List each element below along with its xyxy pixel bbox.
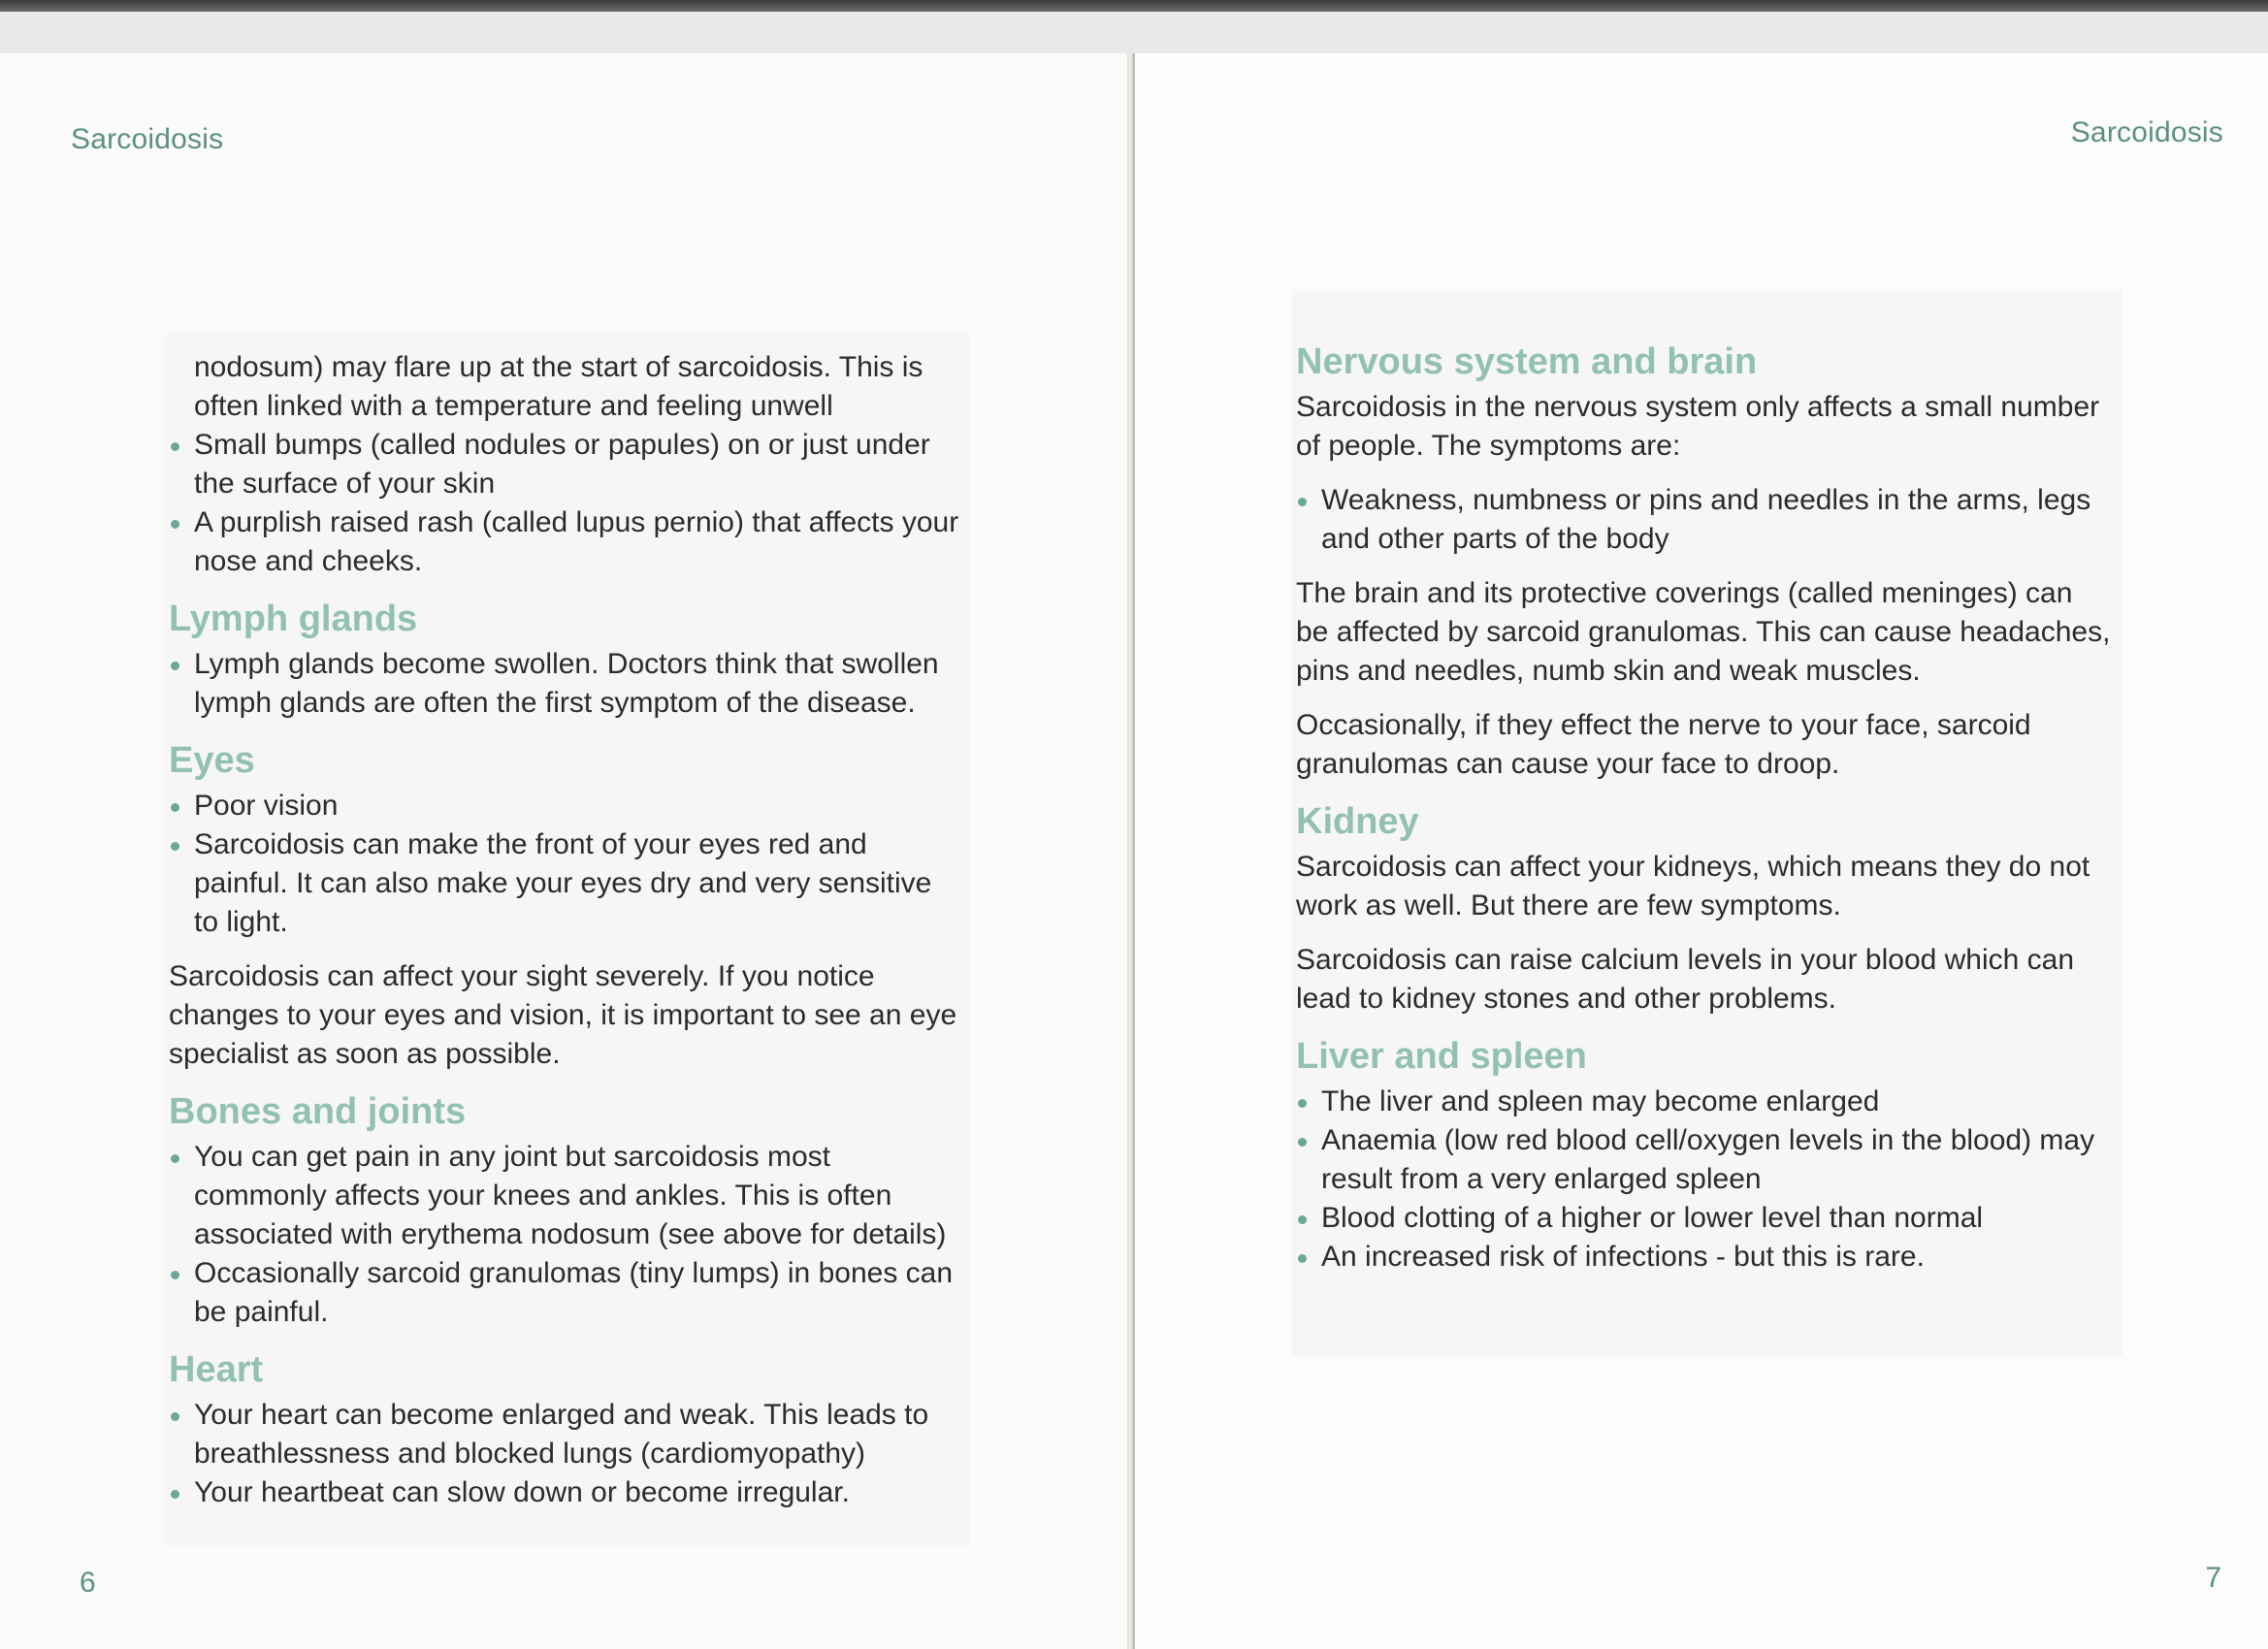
bones-and-joints-list [169, 1138, 960, 1332]
list-item: Occasionally sarcoid granulomas (tiny lumps) in bones can be painful. [169, 1254, 960, 1332]
left-page [0, 53, 1128, 1649]
list-item: Poor vision [169, 787, 960, 825]
list-item: You can get pain in any joint but sarcoidosis most commonly affects your knees and ankles. This is often associated with erythema nodosum (see above for details) [169, 1138, 960, 1254]
page-number: 6 [80, 1567, 96, 1599]
list-item: Sarcoidosis can make the front of your eyes red and painful. It can also make your eyes dry and very sensitive to light. [169, 825, 960, 942]
list-item: A purplish raised rash (called lupus pernio) that affects your nose and cheeks. [169, 503, 960, 581]
list-item: Your heartbeat can slow down or become irregular. [169, 1473, 960, 1512]
list-item: The liver and spleen may become enlarged [1296, 1083, 2113, 1121]
content-block [165, 333, 970, 1545]
nervous-intro: Sarcoidosis in the nervous system only affects a small number of people. The symptoms are: [1296, 391, 2100, 462]
nervous-list [1296, 481, 2113, 559]
liver-and-spleen-list [1296, 1083, 2113, 1277]
list-item: Lymph glands become swollen. Doctors think that swollen lymph glands are often the first symptom of the disease. [169, 645, 960, 723]
section-heading-lymph-glands: Lymph glands [169, 598, 418, 639]
nervous-paragraph: The brain and its protective coverings (called meninges) can be affected by sarcoid granulomas. This can cause headaches, pins and needles, numb skin and weak muscles. [1296, 577, 2111, 687]
section-heading-liver-and-spleen: Liver and spleen [1296, 1036, 1587, 1077]
heart-list [169, 1396, 960, 1512]
lymph-glands-list [169, 645, 960, 723]
list-item: Anaemia (low red blood cell/oxygen levels in the blood) may result from a very enlarged spleen [1296, 1121, 2113, 1199]
section-heading-eyes: Eyes [169, 740, 255, 781]
list-item: Blood clotting of a higher or lower level than normal [1296, 1199, 2113, 1238]
kidney-paragraph: Sarcoidosis can affect your kidneys, which means they do not work as well. But there are few symptoms. [1296, 851, 2090, 922]
section-heading-heart: Heart [169, 1349, 264, 1390]
intro-bullet-list [169, 426, 960, 581]
section-heading-nervous-system: Nervous system and brain [1296, 341, 1758, 382]
eyes-list [169, 787, 960, 942]
list-item: Weakness, numbness or pins and needles in the arms, legs and other parts of the body [1296, 481, 2113, 559]
list-item: Small bumps (called nodules or papules) on or just under the surface of your skin [169, 426, 960, 503]
right-page [1133, 53, 2268, 1649]
running-head: Sarcoidosis [2070, 116, 2223, 148]
list-item: Your heart can become enlarged and weak. This leads to breathlessness and blocked lungs (cardiomyopathy) [169, 1396, 960, 1473]
nervous-paragraph: Occasionally, if they effect the nerve to your face, sarcoid granulomas can cause your face to droop. [1296, 709, 2031, 780]
running-head: Sarcoidosis [71, 123, 224, 155]
kidney-paragraph: Sarcoidosis can raise calcium levels in your blood which can lead to kidney stones and other problems. [1296, 944, 2075, 1015]
section-heading-bones-and-joints: Bones and joints [169, 1091, 467, 1132]
content-block [1292, 289, 2122, 1356]
scan-edge [0, 0, 2268, 12]
section-heading-kidney: Kidney [1296, 801, 1419, 842]
list-item: An increased risk of infections - but this is rare. [1296, 1238, 2113, 1277]
eyes-paragraph: Sarcoidosis can affect your sight severely. If you notice changes to your eyes and vision, it is important to see an eye specialist as soon as possible. [169, 960, 957, 1070]
continuation-text: nodosum) may flare up at the start of sarcoidosis. This is often linked with a temperature and feeling unwell [194, 351, 923, 422]
page-number: 7 [2205, 1562, 2221, 1594]
